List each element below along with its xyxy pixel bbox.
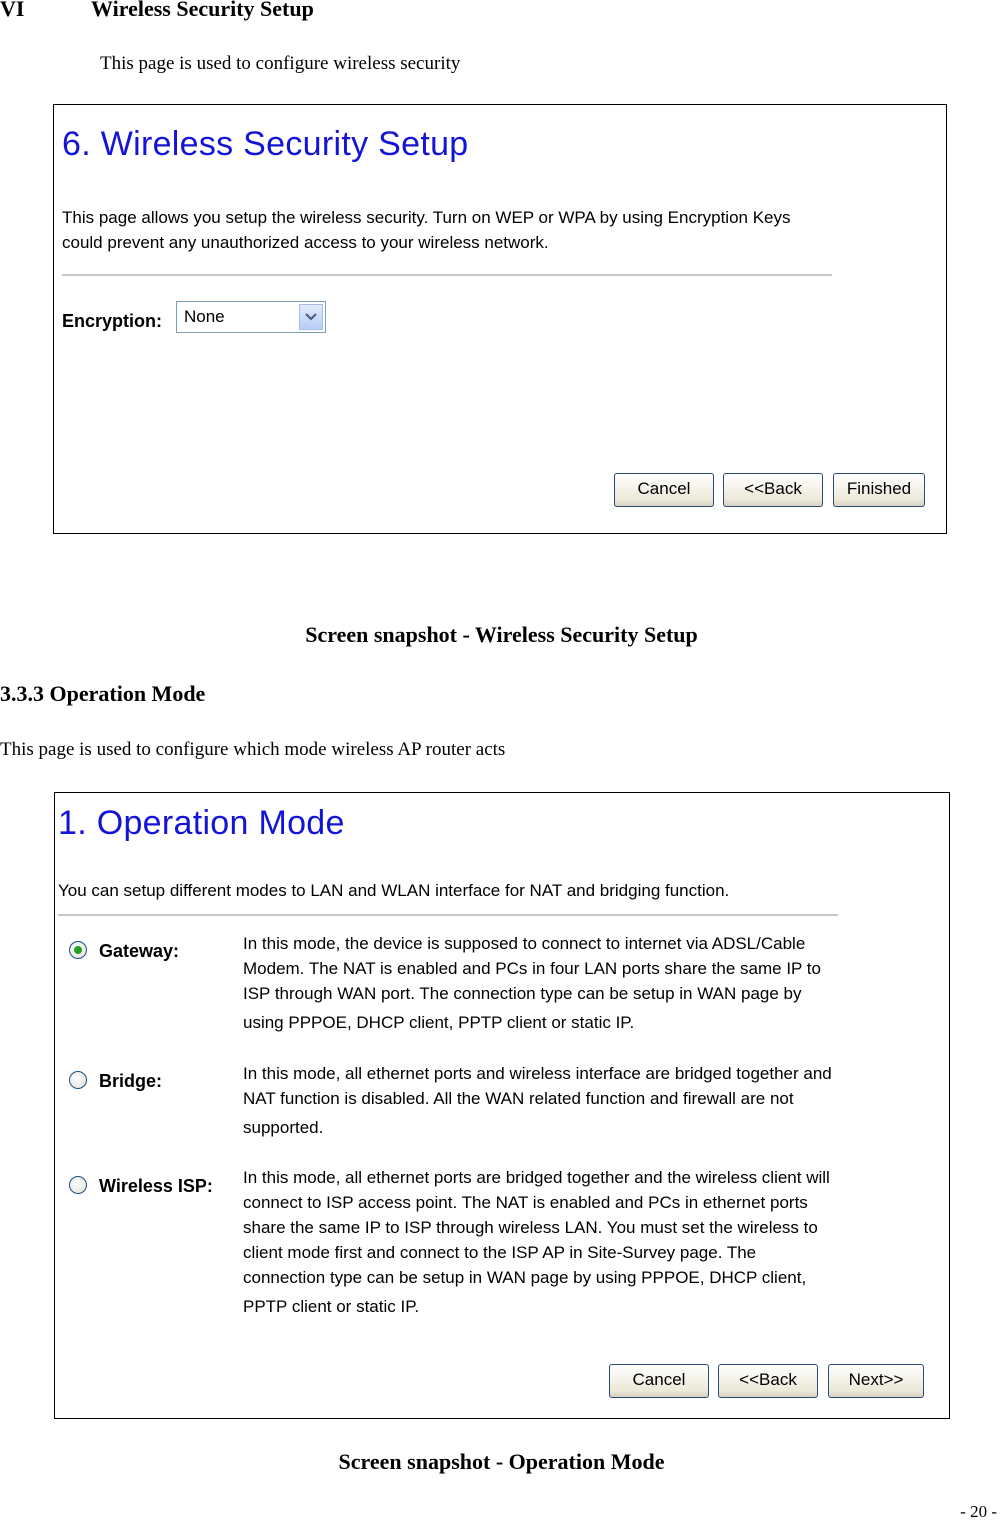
page-number: - 20 - [960, 1502, 997, 1521]
bridge-label: Bridge: [99, 1071, 162, 1091]
section-title: Wireless Security Setup [91, 0, 314, 21]
back-button[interactable]: <<Back [723, 473, 823, 507]
mode-desc-line: Modem. The NAT is enabled and PCs in four LAN ports share the same IP to [243, 959, 821, 978]
wireless-security-screenshot [53, 104, 947, 534]
security-page-title: 6. Wireless Security Setup [62, 125, 469, 163]
cancel-button[interactable]: Cancel [614, 473, 714, 507]
gateway-label: Gateway: [99, 941, 180, 961]
subsection-intro: This page is used to configure which mode wireless AP router acts [0, 739, 506, 760]
chevron-down-icon [305, 313, 317, 321]
mode-desc-line: PPTP client or static IP. [243, 1297, 420, 1316]
dropdown-arrow[interactable] [299, 304, 323, 330]
finished-button[interactable]: Finished [833, 473, 925, 507]
caption-wireless-security: Screen snapshot - Wireless Security Setup [305, 622, 698, 647]
divider [58, 914, 838, 916]
cancel-button[interactable]: Cancel [609, 1364, 709, 1398]
caption-operation-mode: Screen snapshot - Operation Mode [338, 1449, 665, 1474]
section-number: VI [0, 0, 25, 21]
section-intro: This page is used to configure wireless security [100, 53, 461, 74]
divider [62, 274, 832, 276]
mode-desc-line: In this mode, all ethernet ports and wireless interface are bridged together and [243, 1064, 832, 1083]
security-desc-line: This page allows you setup the wireless security. Turn on WEP or WPA by using Encryption Keys [62, 208, 791, 227]
security-desc-line: could prevent any unauthorized access to your wireless network. [62, 233, 549, 252]
security-page-description [62, 205, 791, 255]
operation-mode-screenshot [54, 792, 950, 1419]
operation-page-description: You can setup different modes to LAN and WLAN interface for NAT and bridging function. [58, 881, 730, 900]
mode-desc-line: share the same IP to ISP through wireless LAN. You must set the wireless to [243, 1218, 818, 1237]
mode-desc-line: ISP through WAN port. The connection type can be setup in WAN page by [243, 984, 802, 1003]
mode-desc-line: In this mode, all ethernet ports are bridged together and the wireless client will [243, 1168, 830, 1187]
gateway-radio[interactable] [69, 941, 87, 959]
wireless-isp-label: Wireless ISP: [99, 1176, 213, 1196]
gateway-description [243, 931, 833, 1035]
back-button[interactable]: <<Back [718, 1364, 818, 1398]
encryption-label: Encryption: [62, 311, 163, 331]
next-button[interactable]: Next>> [828, 1364, 924, 1398]
bridge-description [243, 1061, 833, 1140]
mode-desc-line: NAT function is disabled. All the WAN related function and firewall are not [243, 1089, 794, 1108]
subsection-title: 3.3.3 Operation Mode [0, 681, 206, 706]
wireless-isp-radio[interactable] [69, 1176, 87, 1194]
encryption-select[interactable] [176, 301, 326, 333]
wireless-isp-description [243, 1165, 833, 1319]
mode-desc-line: connect to ISP access point. The NAT is enabled and PCs in ethernet ports [243, 1193, 808, 1212]
mode-desc-line: connection type can be setup in WAN page by using PPPOE, DHCP client, [243, 1268, 807, 1287]
mode-desc-line: client mode first and connect to the ISP AP in Site-Survey page. The [243, 1243, 757, 1262]
mode-desc-line: using PPPOE, DHCP client, PPTP client or static IP. [243, 1013, 635, 1032]
mode-desc-line: supported. [243, 1118, 324, 1137]
operation-page-title: 1. Operation Mode [58, 804, 345, 842]
bridge-radio[interactable] [69, 1071, 87, 1089]
mode-desc-line: In this mode, the device is supposed to connect to internet via ADSL/Cable [243, 934, 806, 953]
encryption-selected-value: None [184, 307, 225, 326]
